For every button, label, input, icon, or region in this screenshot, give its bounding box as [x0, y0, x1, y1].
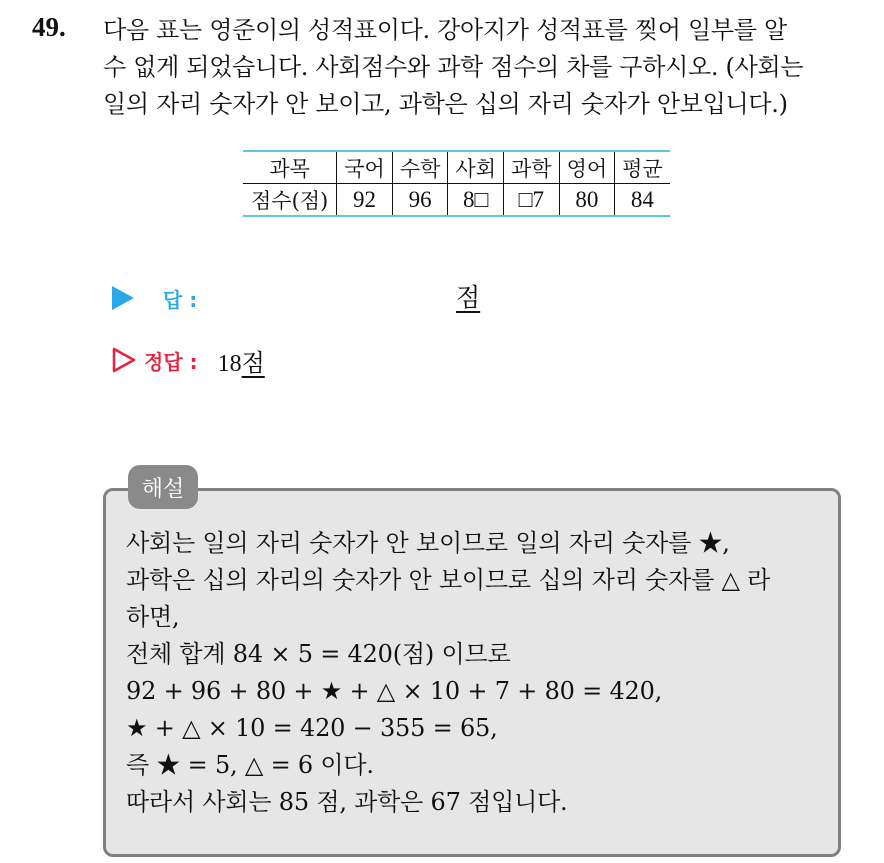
- correct-value: [218, 343, 265, 378]
- answer-row: [112, 278, 197, 318]
- row-label-score: 점수(점): [251, 188, 329, 213]
- score-social: 8□: [448, 184, 504, 217]
- score-korean: 92: [337, 184, 393, 217]
- explanation-tab: 해설: [128, 465, 198, 509]
- explanation-line: 92 + 96 + 80 + ★ + △ × 10 + 7 + 80 = 420,: [126, 677, 663, 705]
- header-cell-social: 사회: [448, 151, 504, 184]
- question-line: 수 없게 되었습니다. 사회점수와 과학 점수의 차를 구하시오. (사회는: [103, 53, 804, 81]
- question-text: [103, 12, 863, 123]
- explanation-text: [126, 525, 831, 821]
- score-science: □7: [503, 184, 559, 217]
- question-line: 다음 표는 영준이의 성적표이다. 강아지가 성적표를 찢어 일부를 알: [103, 16, 787, 44]
- header-cell-average: 평균: [615, 151, 670, 184]
- answer-unit: 점: [456, 283, 481, 312]
- table-header-row: [243, 151, 670, 184]
- score-average: 84: [615, 184, 670, 217]
- explanation-line: 즉 ★ = 5, △ = 6 이다.: [126, 751, 374, 779]
- header-cell-english: 영어: [559, 151, 615, 184]
- explanation-line: 따라서 사회는 85 점, 과학은 67 점입니다.: [126, 788, 568, 816]
- explanation-line: 하면,: [126, 603, 180, 631]
- filled-triangle-icon: [112, 286, 134, 310]
- outline-triangle-icon: [112, 347, 136, 373]
- explanation-line: 사회는 일의 자리 숫자가 안 보이므로 일의 자리 숫자를 ★,: [126, 529, 730, 557]
- explanation-line: 전체 합계 84 × 5 = 420(점) 이므로: [126, 640, 511, 668]
- header-cell-science: 과학: [503, 151, 559, 184]
- header-cell-korean: 국어: [337, 151, 393, 184]
- explanation-line: 과학은 십의 자리의 숫자가 안 보이므로 십의 자리 숫자를 △ 라: [126, 566, 771, 594]
- header-cell-math: 수학: [392, 151, 448, 184]
- answer-label: 답 :: [163, 287, 198, 312]
- correct-label: 정답 :: [144, 349, 198, 374]
- score-math: 96: [392, 184, 448, 217]
- header-cell-subject: 과목: [243, 151, 337, 184]
- explanation-line: ★ + △ × 10 = 420 − 355 = 65,: [126, 714, 498, 742]
- question-line: 일의 자리 숫자가 안 보이고, 과학은 십의 자리 숫자가 안보입니다.): [103, 90, 788, 118]
- score-table: [243, 150, 670, 217]
- correct-number: 18: [217, 350, 242, 377]
- correct-unit: 점: [241, 348, 265, 377]
- question-number: 49.: [32, 12, 66, 42]
- table-row: [243, 184, 670, 217]
- correct-answer-row: [112, 340, 265, 380]
- score-english: 80: [559, 184, 615, 217]
